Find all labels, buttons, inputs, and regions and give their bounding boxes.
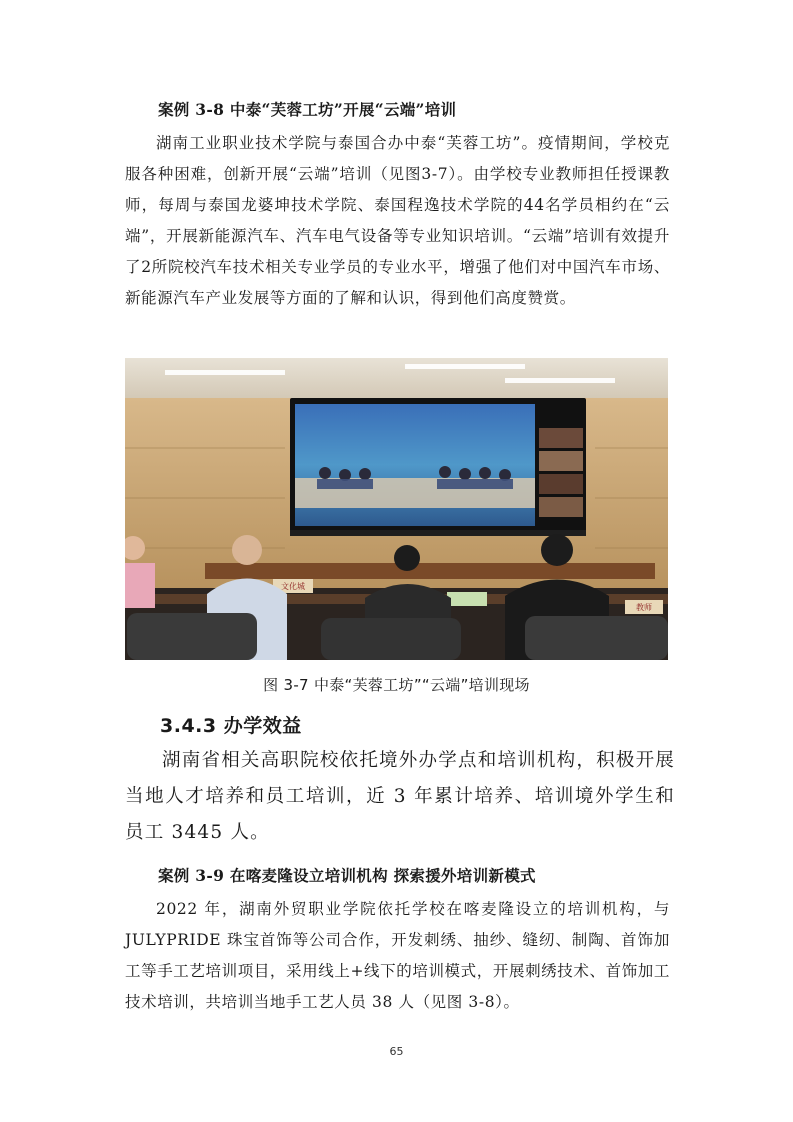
figure-3-7-caption: 图 3-7 中泰“芙蓉工坊”“云端”培训现场 <box>263 676 530 694</box>
page-number: 65 <box>389 1045 404 1058</box>
case-3-8-body <box>125 128 670 314</box>
case-3-9-title: 案例 3-9 在喀麦隆设立培训机构 探索援外培训新模式 <box>158 866 536 885</box>
section-3-4-3-paragraph: 湖南省相关高职院校依托境外办学点和培训机构，积极开展当地人才培养和员工培训，近 3 年累计培养、培训境外学生和员工 3445 人。 <box>125 750 675 843</box>
case-3-8-paragraph: 湖南工业职业技术学院与泰国合办中泰“芙蓉工坊”。疫情期间，学校克服各种困难，创新开展“云端”培训（见图3-7）。由学校专业教师担任授课教师，每周与泰国龙婆坤技术学院、泰国程逸技术学院的44名学员相约在“云端”，开展新能源汽车、汽车电气设备等专业知识培训。“云端”培训有效提升了2所院校汽车技术相关专业学员的专业水平，增强了他们对中国汽车市场、新能源汽车产业发展等方面的了解和认识，得到他们高度赞赏。 <box>125 134 670 307</box>
section-3-4-3-body <box>125 743 675 851</box>
section-heading: 3.4.3 办学效益 <box>160 715 302 737</box>
case-3-9-paragraph: 2022 年，湖南外贸职业学院依托学校在喀麦隆设立的培训机构，与 JULYPRIDE 珠宝首饰等公司合作，开发刺绣、抽纱、缝纫、制陶、首饰加工等手工艺培训项目，采用线上+线下的培训模式，开展刺绣技术、首饰加工技术培训，共培训当地手工艺人员 38 人（见图 3-8）。 <box>125 900 670 1011</box>
case-3-9-body <box>125 894 670 1018</box>
case-3-8-title: 案例 3-8 中泰“芙蓉工坊”开展“云端”培训 <box>158 100 457 119</box>
video-conference-photo <box>125 358 668 660</box>
desk-sign-left: 文化城 <box>281 582 305 591</box>
desk-sign-right: 教师 <box>636 603 652 612</box>
